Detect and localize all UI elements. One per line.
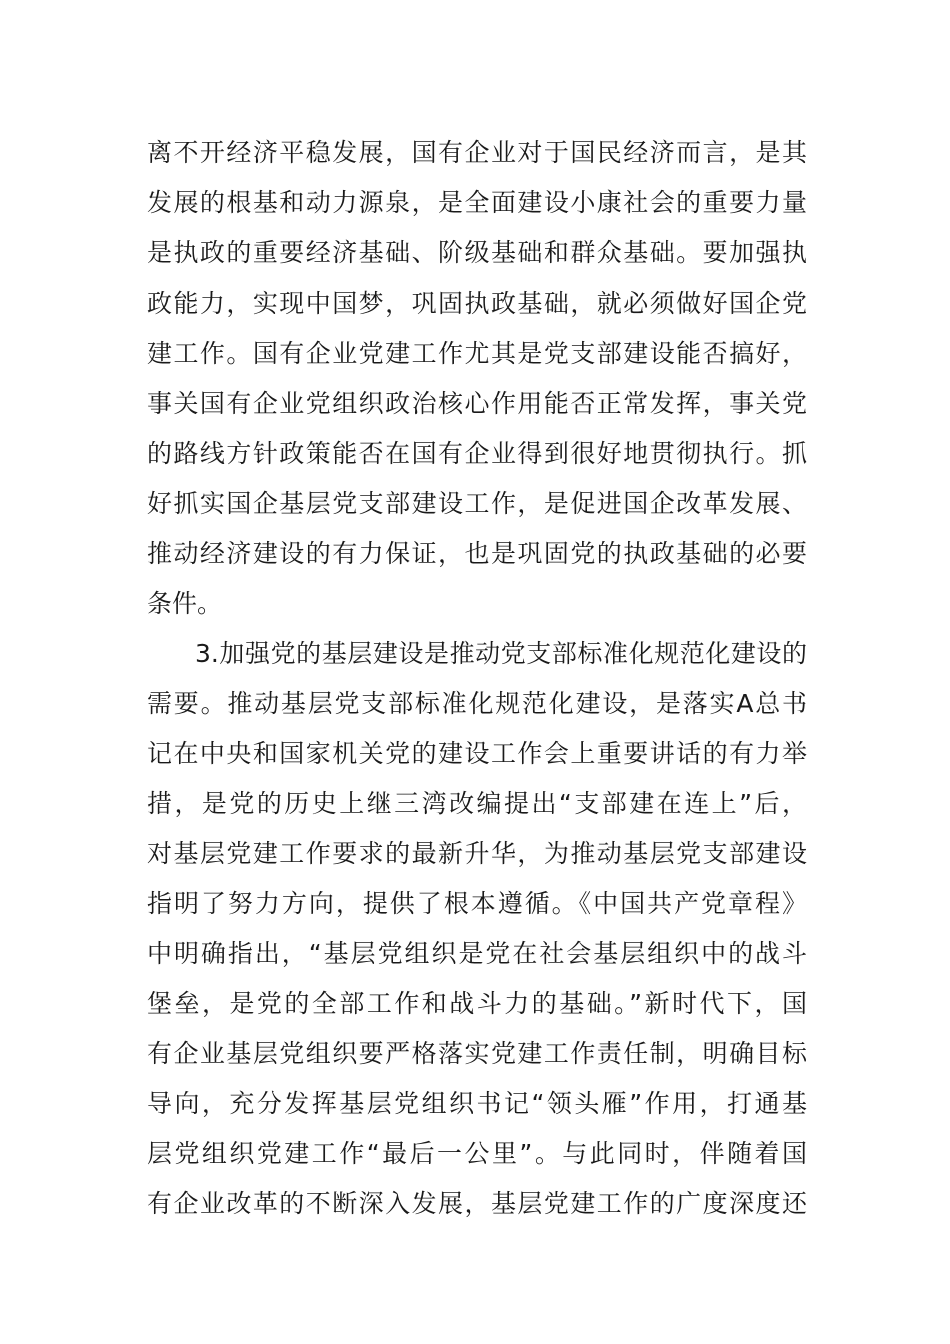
- text-line: 离不开经济平稳发展，国有企业对于国民经济而言，是其: [147, 138, 807, 167]
- text-line: 措，是党的历史上继三湾改编提出“支部建在连上”后，: [147, 789, 807, 818]
- text-line: 是执政的重要经济基础、阶级基础和群众基础。要加强执: [147, 238, 807, 267]
- text-line: 有企业改革的不断深入发展，基层党建工作的广度深度还: [147, 1189, 807, 1218]
- text-line: 导向，充分发挥基层党组织书记“领头雁”作用，打通基: [147, 1089, 807, 1118]
- text-line: 对基层党建工作要求的最新升华，为推动基层党支部建设: [147, 839, 807, 868]
- text-line: 指明了努力方向，提供了根本遵循。《中国共产党章程》: [147, 889, 807, 918]
- text-line: 堡垒，是党的全部工作和战斗力的基础。”新时代下，国: [147, 989, 807, 1018]
- text-line: 的路线方针政策能否在国有企业得到很好地贯彻执行。抓: [147, 439, 807, 468]
- text-line: 层党组织党建工作“最后一公里”。与此同时，伴随着国: [147, 1139, 807, 1168]
- text-line: 记在中央和国家机关党的建设工作会上重要讲话的有力举: [147, 739, 807, 768]
- text-line: 需要。推动基层党支部标准化规范化建设，是落实A总书: [147, 689, 807, 718]
- text-line: 政能力，实现中国梦，巩固执政基础，就必须做好国企党: [147, 289, 807, 318]
- text-line: 好抓实国企基层党支部建设工作，是促进国企改革发展、: [147, 489, 807, 518]
- text-line: 有企业基层党组织要严格落实党建工作责任制，明确目标: [147, 1039, 807, 1068]
- text-line: 条件。: [147, 589, 223, 618]
- text-line: 发展的根基和动力源泉，是全面建设小康社会的重要力量: [147, 188, 807, 217]
- text-line: 推动经济建设的有力保证，也是巩固党的执政基础的必要: [147, 539, 807, 568]
- text-line: 事关国有企业党组织政治核心作用能否正常发挥，事关党: [147, 389, 807, 418]
- text-line: 建工作。国有企业党建工作尤其是党支部建设能否搞好，: [147, 339, 807, 368]
- text-line: 中明确指出，“基层党组织是党在社会基层组织中的战斗: [147, 939, 807, 968]
- text-line: 3.加强党的基层建设是推动党支部标准化规范化建设的: [195, 639, 807, 668]
